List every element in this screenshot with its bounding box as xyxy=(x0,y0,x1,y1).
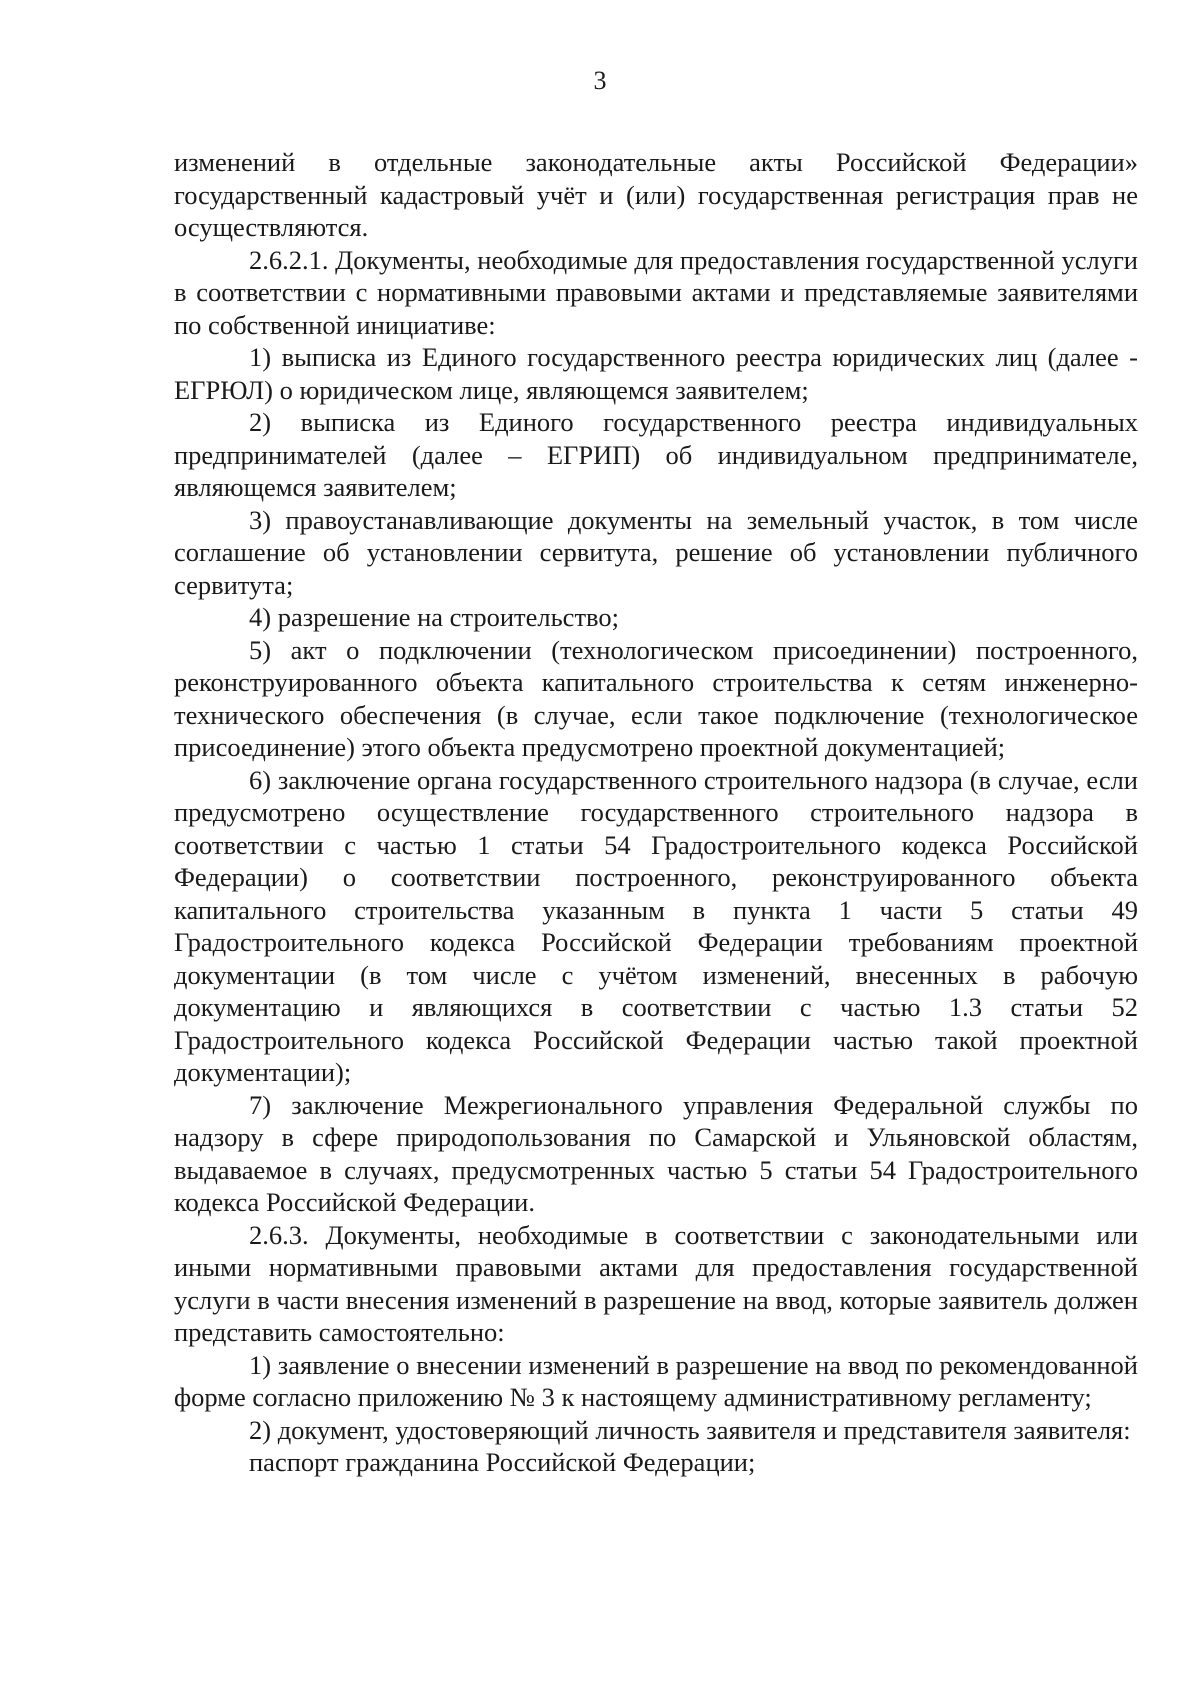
paragraph-section-2-6-3: 2.6.3. Документы, необходимые в соответствии с законодательными или иными нормативными правовыми актами для предоставления государственной услуги в части внесения изменений в разрешение на ввод, которые заявитель должен представить самостоятельно: xyxy=(174,1219,1138,1347)
page-number: 3 xyxy=(593,66,607,95)
list-item-7-interregional-conclusion: 7) заключение Межрегионального управления Федеральной службы по надзору в сфере природопользования по Самарской и Ульяновской областям, выдаваемое в случаях, предусмотренных частью 5 статьи 54 Градостроительного кодекса Российской Федерации. xyxy=(174,1089,1138,1217)
paragraph-continuation: изменений в отдельные законодательные акты Российской Федерации» государственный кадастровый учёт и (или) государственная регистрация прав не осуществляются. xyxy=(174,147,1138,242)
list-item-2-egrip: 2) выписка из Единого государственного реестра индивидуальных предпринимателей (далее – ЕГРИП) об индивидуальном предпринимателе, являющемся заявителем; xyxy=(174,407,1138,502)
list-item-3-land-documents: 3) правоустанавливающие документы на земельный участок, в том числе соглашение об установлении сервитута, решение об установлении публичного сервитута; xyxy=(174,504,1138,600)
paragraph-section-2-6-2-1: 2.6.2.1. Документы, необходимые для предоставления государственной услуги в соответствии с нормативными правовыми актами и представляемые заявителями по собственной инициативе: xyxy=(174,244,1138,340)
list-item-5-connection-act: 5) акт о подключении (технологическом присоединении) построенного, реконструированного объекта капитального строительства к сетям инженерно-технического обеспечения (в случае, если такое подключение (технологическое присоединение) этого объекта предусмотрено проектной документацией; xyxy=(174,634,1138,762)
list-item-6-supervision-conclusion: 6) заключение органа государственного строительного надзора (в случае, если предусмотрено осуществление государственного строительного надзора в соответствии с частью 1 статьи 54 Градостроительного кодекса Российской Федерации) о соответствии построенного, реконструированного объекта капитального строительства указанным в пункта 1 части 5 статьи 49 Градостроительного кодекса Российской Федерации требованиям проектной документации (в том числе с учётом изменений, внесенных в рабочую документацию и являющихся в соответствии с частью 1.3 статьи 52 Градостроительного кодекса Российской Федерации частью такой проектной документации); xyxy=(174,764,1138,1087)
list-item-4-building-permit: 4) разрешение на строительство; xyxy=(249,602,619,632)
document-body xyxy=(174,146,1138,1479)
list-item-passport: паспорт гражданина Российской Федерации; xyxy=(249,1447,756,1477)
list-item-2-identity-document: 2) документ, удостоверяющий личность заявителя и представителя заявителя: xyxy=(249,1414,1131,1445)
list-item-1-application: 1) заявление о внесении изменений в разрешение на ввод по рекомендованной форме согласно приложению № 3 к настоящему административному регламенту; xyxy=(174,1349,1138,1412)
list-item-1-egrul: 1) выписка из Единого государственного реестра юридических лиц (далее - ЕГРЮЛ) о юридическом лице, являющемся заявителем; xyxy=(174,342,1138,405)
